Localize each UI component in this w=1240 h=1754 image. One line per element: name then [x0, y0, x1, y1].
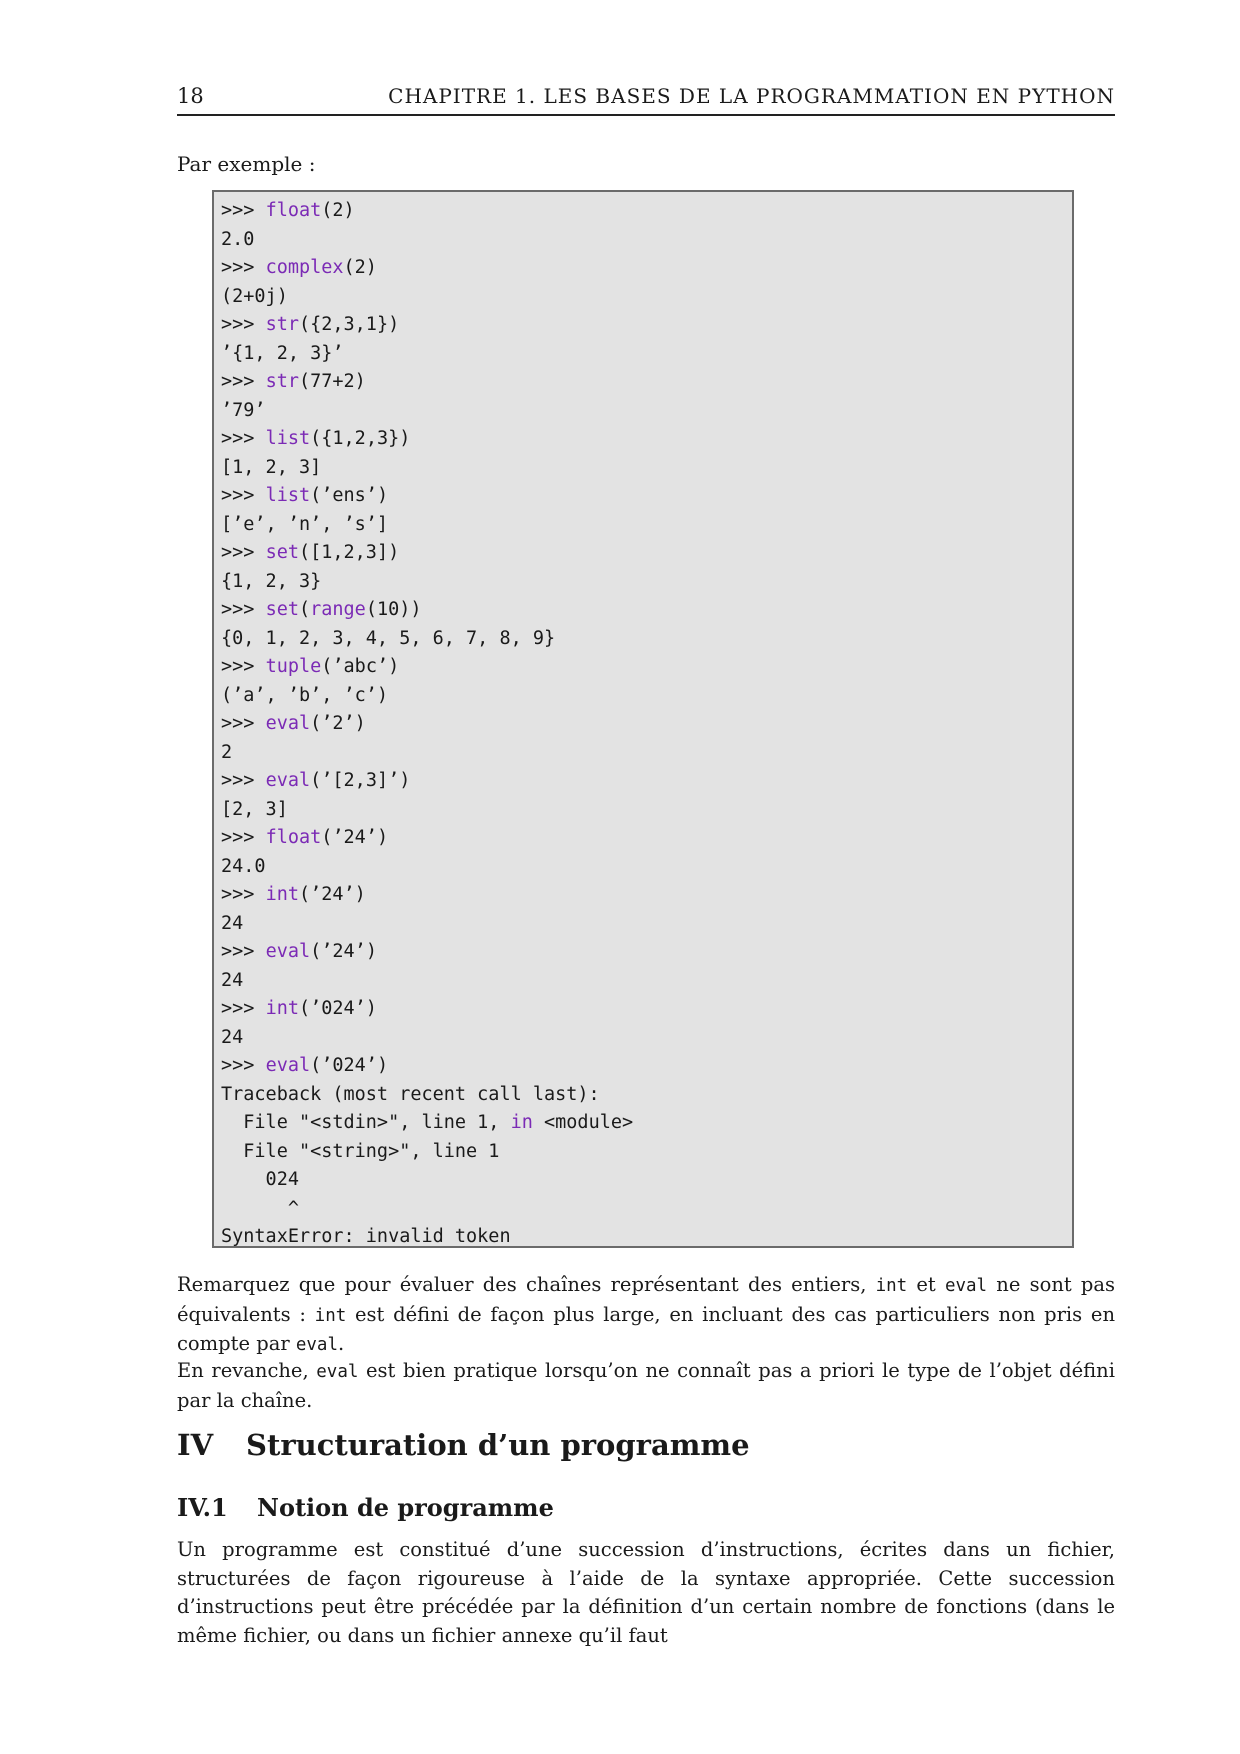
- code-line: [221, 226, 633, 255]
- code-text: >>>: [221, 542, 266, 563]
- code-text: (’24’): [321, 827, 389, 848]
- code-text: >>>: [221, 884, 266, 905]
- code-line: [221, 910, 633, 939]
- code-line: [221, 311, 633, 340]
- code-text: (’24’): [298, 884, 366, 905]
- code-line: [221, 853, 633, 882]
- code-text: (’abc’): [321, 656, 400, 677]
- code-keyword: set: [265, 542, 299, 563]
- code-line: [221, 881, 633, 910]
- code-text: (: [298, 599, 311, 620]
- code-text: 2: [221, 741, 233, 763]
- code-text: 24.0: [221, 855, 266, 877]
- code-line: [221, 454, 633, 483]
- remark-text: Remarquez que pour évaluer des chaînes représentant des entiers,: [177, 1273, 876, 1296]
- code-line: [221, 796, 633, 825]
- code-keyword: eval: [265, 941, 311, 962]
- remark-text: et: [907, 1273, 945, 1296]
- code-text: <module>: [532, 1112, 634, 1133]
- inline-code: eval: [295, 1335, 338, 1355]
- code-text: (2): [343, 257, 377, 278]
- code-line: [221, 368, 633, 397]
- code-text: [’e’, ’n’, ’s’]: [221, 513, 389, 535]
- code-text: (’2’): [310, 713, 366, 734]
- code-line: [221, 653, 633, 682]
- code-text: >>>: [221, 371, 266, 392]
- code-line: [221, 1024, 633, 1053]
- subsection-number: IV.1: [177, 1493, 228, 1522]
- code-text: ([1,2,3]): [298, 542, 400, 563]
- code-text: (77+2): [298, 371, 366, 392]
- inline-code: int: [314, 1305, 347, 1326]
- code-line: [221, 967, 633, 996]
- code-line: [221, 710, 633, 739]
- remark-text: est bien pratique lorsqu’on ne connaît pas a priori le type de l’objet défini par la chaîne.: [177, 1359, 1115, 1412]
- chapter-title: CHAPITRE 1. LES BASES DE LA PROGRAMMATION EN PYTHON: [388, 84, 1115, 108]
- subsection-heading: [177, 1493, 554, 1522]
- code-line: [221, 425, 633, 454]
- code-text: (2+0j): [221, 285, 288, 307]
- code-text: >>>: [221, 257, 266, 278]
- code-keyword: range: [310, 599, 366, 620]
- remark-text: est défini de façon plus large, en incluant des cas particuliers non pris en compte par: [177, 1302, 1115, 1355]
- code-text: (’ens’): [310, 485, 389, 506]
- code-text: >>>: [221, 485, 266, 506]
- inline-code: int: [875, 1276, 908, 1296]
- code-line: [221, 340, 633, 369]
- code-line: [221, 511, 633, 540]
- code-text: >>>: [221, 314, 266, 335]
- code-text: SyntaxError: invalid token: [221, 1226, 511, 1247]
- code-text: File "<string>", line 1: [221, 1140, 500, 1162]
- code-text: (’024’): [298, 998, 377, 1019]
- remark-paragraph: [177, 1271, 1115, 1360]
- code-keyword: float: [265, 200, 322, 221]
- code-line: [221, 1223, 633, 1252]
- code-line: [221, 824, 633, 853]
- code-text: {1, 2, 3}: [221, 570, 322, 592]
- code-line: [221, 767, 633, 796]
- remark-paragraph-2: [177, 1357, 1115, 1415]
- inline-code: eval: [944, 1276, 988, 1296]
- code-text: 24: [221, 912, 244, 934]
- code-line: [221, 596, 633, 625]
- code-line: [221, 1166, 633, 1195]
- code-keyword: float: [265, 827, 322, 848]
- code-text: (’[2,3]’): [310, 770, 411, 791]
- code-keyword: in: [510, 1112, 533, 1133]
- code-line: [221, 197, 633, 226]
- code-text: ^: [221, 1197, 299, 1219]
- code-lines: [221, 197, 633, 1252]
- code-text: >>>: [221, 1055, 266, 1076]
- code-keyword: int: [265, 998, 299, 1019]
- code-line: [221, 938, 633, 967]
- code-text: (’024’): [310, 1055, 389, 1076]
- code-text: >>>: [221, 200, 266, 221]
- code-line: [221, 682, 633, 711]
- code-text: >>>: [221, 770, 266, 791]
- code-line: [221, 254, 633, 283]
- code-line: [221, 1109, 633, 1138]
- code-text: >>>: [221, 998, 266, 1019]
- code-text: >>>: [221, 656, 266, 677]
- code-keyword: tuple: [265, 656, 322, 677]
- code-line: [221, 625, 633, 654]
- code-line: [221, 1081, 633, 1110]
- code-text: ({1,2,3}): [310, 428, 411, 449]
- code-line: [221, 539, 633, 568]
- code-line: [221, 1138, 633, 1167]
- code-keyword: int: [265, 884, 299, 905]
- code-text: [1, 2, 3]: [221, 456, 322, 478]
- code-keyword: list: [265, 485, 311, 506]
- remark-text: En revanche,: [177, 1359, 317, 1382]
- code-line: [221, 1195, 633, 1224]
- code-keyword: set: [265, 599, 299, 620]
- code-text: [2, 3]: [221, 798, 288, 820]
- code-keyword: eval: [265, 1055, 311, 1076]
- running-head: [177, 84, 1115, 116]
- code-keyword: eval: [265, 770, 311, 791]
- code-text: 2.0: [221, 228, 255, 250]
- code-text: File "<stdin>", line 1,: [221, 1112, 511, 1133]
- code-text: ’79’: [221, 399, 266, 421]
- code-line: [221, 283, 633, 312]
- remark-text: .: [338, 1332, 345, 1355]
- code-line: [221, 1052, 633, 1081]
- code-text: ({2,3,1}): [298, 314, 400, 335]
- code-block: [212, 190, 1074, 1248]
- code-line: [221, 995, 633, 1024]
- code-text: (’24’): [310, 941, 377, 962]
- page-number: 18: [177, 84, 204, 108]
- code-keyword: complex: [265, 257, 344, 278]
- code-text: >>>: [221, 941, 266, 962]
- remark-text: ne sont pas équivalents :: [177, 1273, 1116, 1326]
- code-text: >>>: [221, 713, 266, 734]
- code-text: Traceback (most recent call last):: [221, 1083, 600, 1105]
- code-line: [221, 397, 633, 426]
- code-keyword: list: [265, 428, 311, 449]
- code-keyword: str: [265, 314, 299, 335]
- code-text: 24: [221, 969, 244, 991]
- code-text: 024: [221, 1169, 299, 1190]
- code-line: [221, 568, 633, 597]
- code-text: >>>: [221, 428, 266, 449]
- intro-text: Par exemple :: [177, 152, 316, 176]
- body-paragraph: Un programme est constitué d’une succession d’instructions, écrites dans un fichier, structurées de façon rigoureuse à l’aide de la syntaxe appropriée. Cette succession d’instructions peut être précédée par la définition d’un certain nombre de fonctions (dans le même fichier, ou dans un fichier annexe qu’il faut: [177, 1538, 1115, 1647]
- code-text: (10)): [365, 599, 422, 620]
- code-text: {0, 1, 2, 3, 4, 5, 6, 7, 8, 9}: [221, 627, 556, 649]
- section-title: Structuration d’un programme: [246, 1428, 750, 1462]
- subsection-title: Notion de programme: [257, 1493, 554, 1522]
- section-heading: [177, 1428, 750, 1462]
- code-line: [221, 482, 633, 511]
- code-keyword: eval: [265, 713, 311, 734]
- section-number: IV: [177, 1428, 214, 1462]
- code-text: ’{1, 2, 3}’: [221, 342, 344, 364]
- code-text: >>>: [221, 827, 266, 848]
- code-text: (’a’, ’b’, ’c’): [221, 684, 389, 706]
- code-keyword: str: [265, 371, 299, 392]
- code-text: (2): [321, 200, 355, 221]
- code-text: >>>: [221, 599, 266, 620]
- code-text: 24: [221, 1026, 244, 1048]
- code-line: [221, 739, 633, 768]
- inline-code: eval: [316, 1362, 359, 1382]
